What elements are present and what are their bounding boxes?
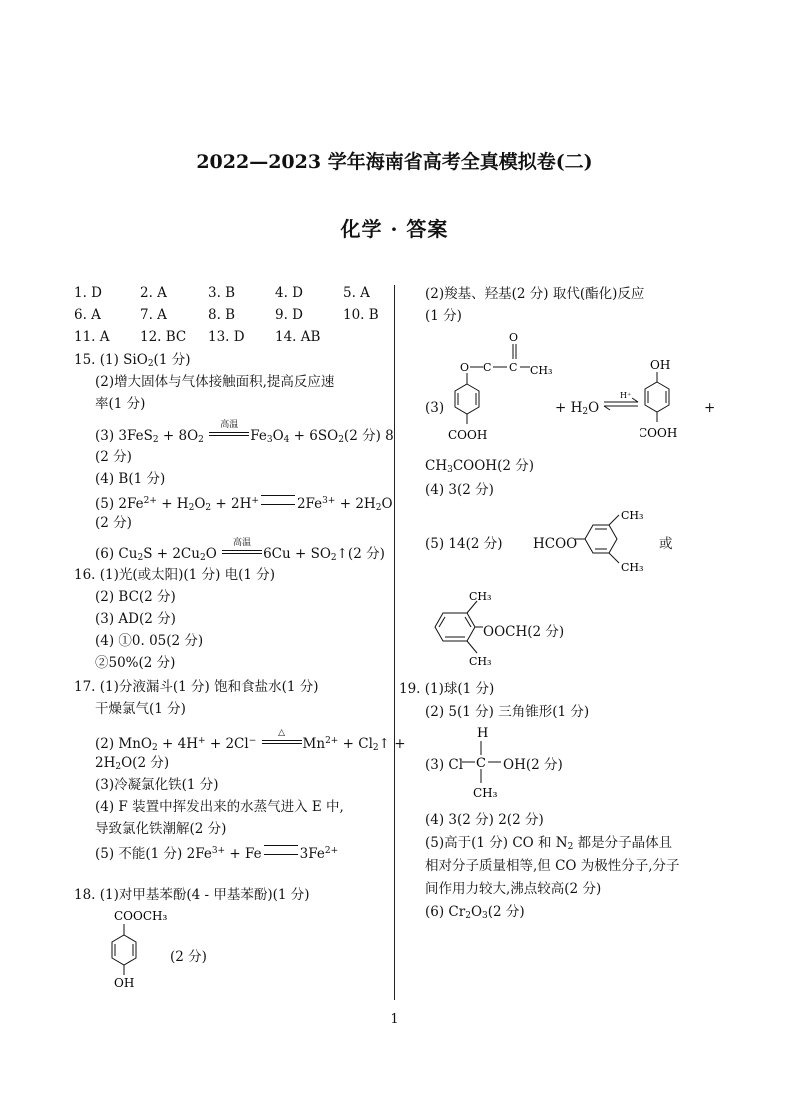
mc-answer: 8. B — [208, 307, 236, 323]
mc-answer: 11. A — [74, 329, 110, 345]
mc-answer: 9. D — [275, 307, 303, 323]
q15-line2: (2)增大固体与气体接触面积,提高反应速 — [95, 374, 335, 390]
column-divider — [394, 285, 395, 1000]
q17-line8: (5) 不能(1 分) $2Fe^{3+} + Fe$ $3Fe^{2+}$ — [95, 846, 339, 862]
svg-text:O: O — [460, 361, 470, 374]
q16-line4: (4) ①0. 05(2 分) — [95, 633, 204, 649]
q19-line4: (4) 3(2 分) 2(2 分) — [425, 812, 544, 828]
q17-line6: (4) F 装置中挥发出来的水蒸气进入 E 中, — [95, 799, 344, 815]
mc-answer: 3. B — [208, 285, 236, 301]
svg-text:H: H — [477, 726, 489, 741]
svg-text:CH₃: CH₃ — [469, 655, 492, 668]
q15-line1: 15. (1) SiO$_2$(1 分) — [74, 352, 191, 369]
q19-line1: 19. (1)球(1 分) — [399, 681, 495, 697]
q16-line1: 16. (1)光(或太阳)(1 分) 电(1 分) — [74, 567, 276, 583]
svg-text:CH₃: CH₃ — [530, 364, 553, 377]
q18-line1: 18. (1)对甲基苯酚(4 - 甲基苯酚)(1 分) — [74, 887, 310, 903]
svg-text:CH₃: CH₃ — [473, 786, 498, 800]
mc-answer: 14. AB — [275, 329, 321, 345]
mc-answer: 4. D — [275, 285, 303, 301]
acetylsalicylic-structure — [445, 329, 555, 453]
q18-5-hcoo: HCOO — [533, 536, 578, 552]
q17-line2: 干燥氯气(1 分) — [95, 701, 186, 717]
q16-line2: (2) BC(2 分) — [95, 589, 176, 605]
equals-sign — [261, 495, 295, 505]
q15-line6: (4) B(1 分) — [95, 471, 166, 487]
svg-text:COOH: COOH — [640, 426, 678, 440]
svg-text:C: C — [509, 361, 518, 374]
svg-text:COOCH₃: COOCH₃ — [114, 909, 168, 923]
q19-line2: (2) 5(1 分) 三角锥形(1 分) — [425, 704, 590, 720]
q18-3-water: + $H_2O$ — [555, 400, 600, 417]
q15-line7: (5) $2Fe^{2+} + H_2O_2 + 2H^+$ $2Fe^{3+} + 2H_2O$ — [95, 496, 393, 513]
q18-2-score: (2 分) — [170, 949, 207, 965]
reaction-condition: △ — [261, 734, 303, 750]
q17-line1: 17. (1)分液漏斗(1 分) 饱和食盐水(1 分) — [74, 679, 319, 695]
q17-line5: (3)冷凝氯化铁(1 分) — [95, 777, 219, 793]
svg-text:H⁺: H⁺ — [620, 391, 632, 400]
svg-text:OH: OH — [114, 976, 135, 990]
q19-3-oh: OH(2 分) — [503, 757, 563, 773]
q15-line3: 率(1 分) — [95, 396, 146, 412]
equilibrium-arrow — [602, 389, 642, 419]
page-number: 1 — [390, 1012, 399, 1027]
svg-text:COOH: COOH — [448, 428, 488, 442]
q16-line5: ②50%(2 分) — [95, 655, 176, 671]
svg-text:CH₃: CH₃ — [469, 590, 492, 603]
q19-line6: 相对分子质量相等,但 CO 为极性分子,分子 — [425, 858, 680, 874]
q18-5-label: (5) 14(2 分) — [425, 536, 503, 552]
q15-line8: (2 分) — [95, 515, 132, 531]
document-subtitle: 化学 · 答案 — [340, 217, 449, 241]
svg-text:CH₃: CH₃ — [621, 509, 644, 522]
q17-line7: 导致氯化铁潮解(2 分) — [95, 821, 227, 837]
q18-3-plus: + — [704, 400, 716, 416]
mc-answer: 1. D — [74, 285, 102, 301]
q15-line9: (6) $Cu_2S + 2Cu_2O$ 高温 $6Cu + SO_2↑(2$ 分) — [95, 538, 385, 563]
q18-3-label: (3) — [425, 400, 445, 416]
q18-4: (4) 3(2 分) — [425, 482, 494, 498]
mc-answer: 7. A — [140, 307, 167, 323]
q18-5-ooch: OOCH(2 分) — [483, 624, 565, 640]
mc-answer: 5. A — [343, 285, 370, 301]
4-hydroxybenzoic-acid-structure — [640, 357, 710, 451]
mc-answer: 6. A — [74, 307, 101, 323]
q18-right-line2: (1 分) — [425, 308, 462, 324]
mc-answer: 2. A — [140, 285, 167, 301]
q16-line3: (3) AD(2 分) — [95, 611, 176, 627]
q17-line4: $2H_2O(2$ 分) — [95, 755, 170, 772]
mc-answer: 12. BC — [140, 329, 187, 345]
svg-text:CH₃: CH₃ — [621, 561, 644, 574]
mc-answer: 10. B — [343, 307, 379, 323]
svg-text:C: C — [476, 756, 486, 771]
mc-answer: 13. D — [208, 329, 245, 345]
q15-line4: (3) $3FeS_2 + 8O_2$ 高温 $Fe_3O_4 + 6SO_2(2$ 分) 8 — [95, 420, 394, 445]
svg-text:C: C — [483, 361, 492, 374]
q17-line3: (2) MnO$_2$ + 4H+ + 2Cl− △ $Mn^{2+}$ + $Cl_2↑$ + — [95, 728, 406, 753]
svg-text:OH: OH — [650, 358, 671, 372]
q19-line8: (6) $Cr_2O_3(2$ 分) — [425, 904, 525, 921]
equals-sign — [264, 845, 298, 855]
q19-line5: (5)高于(1 分) CO 和 $N_2$ 都是分子晶体且 — [425, 835, 673, 852]
q18-3-acetic-acid: $CH_3COOH(2$ 分) — [425, 458, 534, 475]
reaction-condition: 高温 — [221, 544, 263, 560]
document-title: 2022—2023 学年海南省高考全真模拟卷(二) — [196, 151, 593, 173]
svg-text:O: O — [509, 331, 519, 344]
q18-right-line1: (2)羧基、羟基(2 分) 取代(酯化)反应 — [425, 286, 645, 302]
dimethylphenyl-formate-structure — [573, 501, 673, 585]
q19-3-cl: (3) Cl — [425, 757, 464, 773]
q15-line5: (2 分) — [95, 449, 132, 465]
q19-line7: 间作用力较大,沸点较高(2 分) — [425, 881, 602, 897]
q18-5-or: 或 — [659, 536, 673, 552]
reaction-condition: 高温 — [208, 426, 250, 442]
